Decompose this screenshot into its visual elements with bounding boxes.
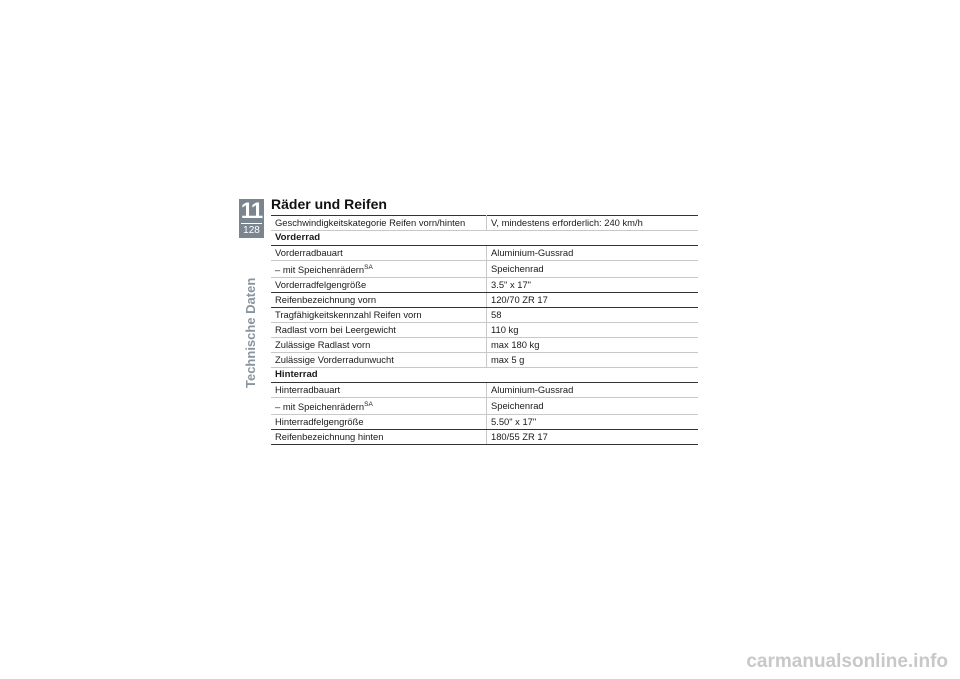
table-row bbox=[271, 383, 698, 398]
page-number: 128 bbox=[243, 225, 260, 236]
spec-label bbox=[271, 246, 487, 261]
spec-label bbox=[271, 398, 487, 415]
table-row bbox=[271, 278, 698, 293]
option-superscript: SA bbox=[364, 264, 373, 271]
table-row bbox=[271, 216, 698, 231]
group-label: Hinterrad bbox=[271, 368, 698, 383]
chapter-number: 11 bbox=[240, 198, 263, 223]
spec-value: max 5 g bbox=[487, 353, 699, 368]
table-row bbox=[271, 430, 698, 445]
group-label: Vorderrad bbox=[271, 231, 698, 246]
spec-label bbox=[271, 308, 487, 323]
spec-label bbox=[271, 338, 487, 353]
spec-value: 58 bbox=[487, 308, 699, 323]
spec-label bbox=[271, 216, 487, 231]
spec-value: 5.50" x 17" bbox=[487, 415, 699, 430]
spec-label bbox=[271, 278, 487, 293]
chapter-title-vertical: Technische Daten bbox=[243, 277, 258, 388]
table-row bbox=[271, 246, 698, 261]
table-row bbox=[271, 308, 698, 323]
table-row bbox=[271, 261, 698, 278]
spec-label-text: Hinterradbauart bbox=[275, 384, 341, 395]
spec-table bbox=[271, 215, 698, 445]
table-row bbox=[271, 353, 698, 368]
table-group-header bbox=[271, 368, 698, 383]
spec-label-text: Reifenbezeichnung hinten bbox=[275, 431, 384, 442]
spec-value: 180/55 ZR 17 bbox=[487, 430, 699, 445]
spec-value: max 180 kg bbox=[487, 338, 699, 353]
spec-value: 3.5" x 17" bbox=[487, 278, 699, 293]
table-row bbox=[271, 293, 698, 308]
spec-value: Speichenrad bbox=[487, 261, 699, 278]
spec-value: 120/70 ZR 17 bbox=[487, 293, 699, 308]
spec-label-text: Radlast vorn bei Leergewicht bbox=[275, 324, 396, 335]
watermark: carmanualsonline.info bbox=[746, 651, 948, 672]
spec-label-text: – mit Speichenrädern bbox=[275, 264, 365, 275]
spec-label-text: Tragfähigkeitskennzahl Reifen vorn bbox=[275, 309, 422, 320]
table-row bbox=[271, 398, 698, 415]
spec-value: 110 kg bbox=[487, 323, 699, 338]
spec-label-text: Vorderradbauart bbox=[275, 247, 343, 258]
table-group-header bbox=[271, 231, 698, 246]
spec-value: Aluminium-Gussrad bbox=[487, 383, 699, 398]
spec-value: Speichenrad bbox=[487, 398, 699, 415]
spec-label bbox=[271, 415, 487, 430]
spec-label bbox=[271, 430, 487, 445]
spec-label bbox=[271, 353, 487, 368]
table-row bbox=[271, 338, 698, 353]
spec-value: V, mindestens erforderlich: 240 km/h bbox=[487, 216, 699, 231]
spec-label-text: Geschwindigkeitskategorie Reifen vorn/hinten bbox=[275, 217, 466, 228]
spec-label bbox=[271, 383, 487, 398]
spec-label-text: Vorderradfelgengröße bbox=[275, 279, 367, 290]
spec-value: Aluminium-Gussrad bbox=[487, 246, 699, 261]
spec-label bbox=[271, 261, 487, 278]
spec-label bbox=[271, 323, 487, 338]
table-row bbox=[271, 323, 698, 338]
spec-label-text: Reifenbezeichnung vorn bbox=[275, 294, 377, 305]
spec-label-text: Zulässige Radlast vorn bbox=[275, 339, 371, 350]
spec-label-text: – mit Speichenrädern bbox=[275, 401, 365, 412]
spec-label bbox=[271, 293, 487, 308]
chapter-tab bbox=[239, 199, 264, 238]
spec-label-text: Hinterradfelgengröße bbox=[275, 416, 364, 427]
option-superscript: SA bbox=[364, 401, 373, 408]
section-title: Räder und Reifen bbox=[271, 196, 387, 212]
spec-label-text: Zulässige Vorderradunwucht bbox=[275, 354, 394, 365]
table-row bbox=[271, 415, 698, 430]
